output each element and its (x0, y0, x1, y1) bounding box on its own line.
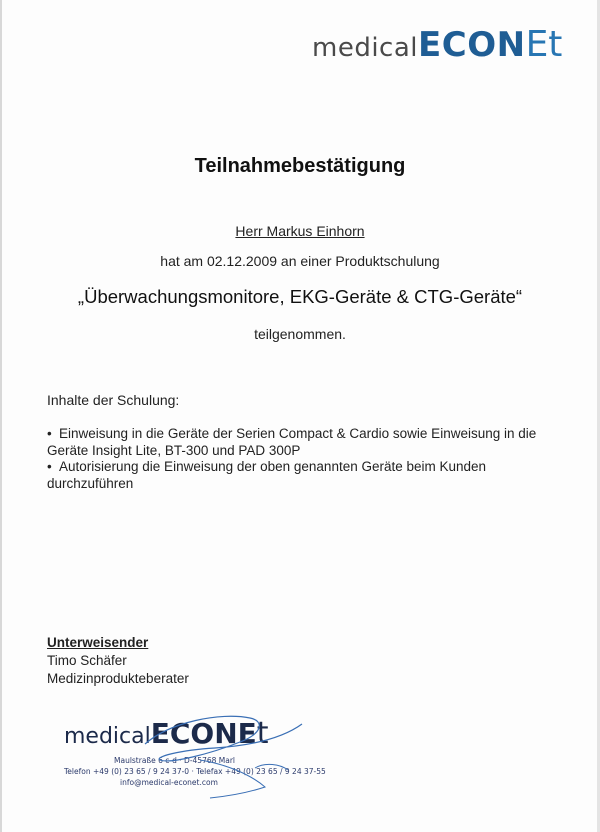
instructor-name: Timo Schäfer (47, 653, 127, 668)
instructor-heading: Unterweisender (47, 635, 149, 650)
contents-list (47, 426, 547, 492)
course-title: „Überwachungsmonitore, EKG-Geräte & CTG-Geräte“ (77, 286, 523, 307)
instructor-role: Medizinprodukteberater (47, 671, 189, 686)
stamp-address: Maulstraße 6 c-d · D-45768 Marl (114, 756, 236, 765)
stamp-logo: medicalECONEt (64, 716, 269, 751)
logo-word-et: Et (525, 24, 563, 65)
company-stamp (50, 712, 326, 802)
instructor-block (47, 634, 189, 688)
logo-word-medical: medical (312, 33, 419, 63)
list-item: • Einweisung in die Geräte der Serien Compact & Cardio sowie Einweisung in die Geräte Insight Lite, BT-300 und PAD 300P (47, 426, 537, 458)
stamp-email: info@medical-econet.com (120, 778, 218, 787)
bullet-icon: • (47, 426, 52, 441)
signature-icon (50, 712, 310, 802)
bullet-icon: • (47, 459, 52, 474)
participant-name: Herr Markus Einhorn (235, 223, 365, 239)
participation-text: teilgenommen. (254, 326, 346, 342)
stamp-phone: Telefon +49 (0) 23 65 / 9 24 37-0 · Telefax +49 (0) 23 65 / 9 24 37-55 (64, 767, 326, 776)
company-logo (312, 24, 562, 65)
contents-label: Inhalte der Schulung: (47, 392, 180, 408)
logo-word-econ: ECON (418, 25, 526, 65)
date-line: hat am 02.12.2009 an einer Produktschulung (160, 253, 440, 269)
list-item: • Autorisierung die Einweisung der oben genannten Geräte beim Kunden durchzuführen (47, 459, 487, 491)
scan-edge-left (0, 0, 2, 832)
document-title: Teilnahmebestätigung (194, 155, 406, 177)
